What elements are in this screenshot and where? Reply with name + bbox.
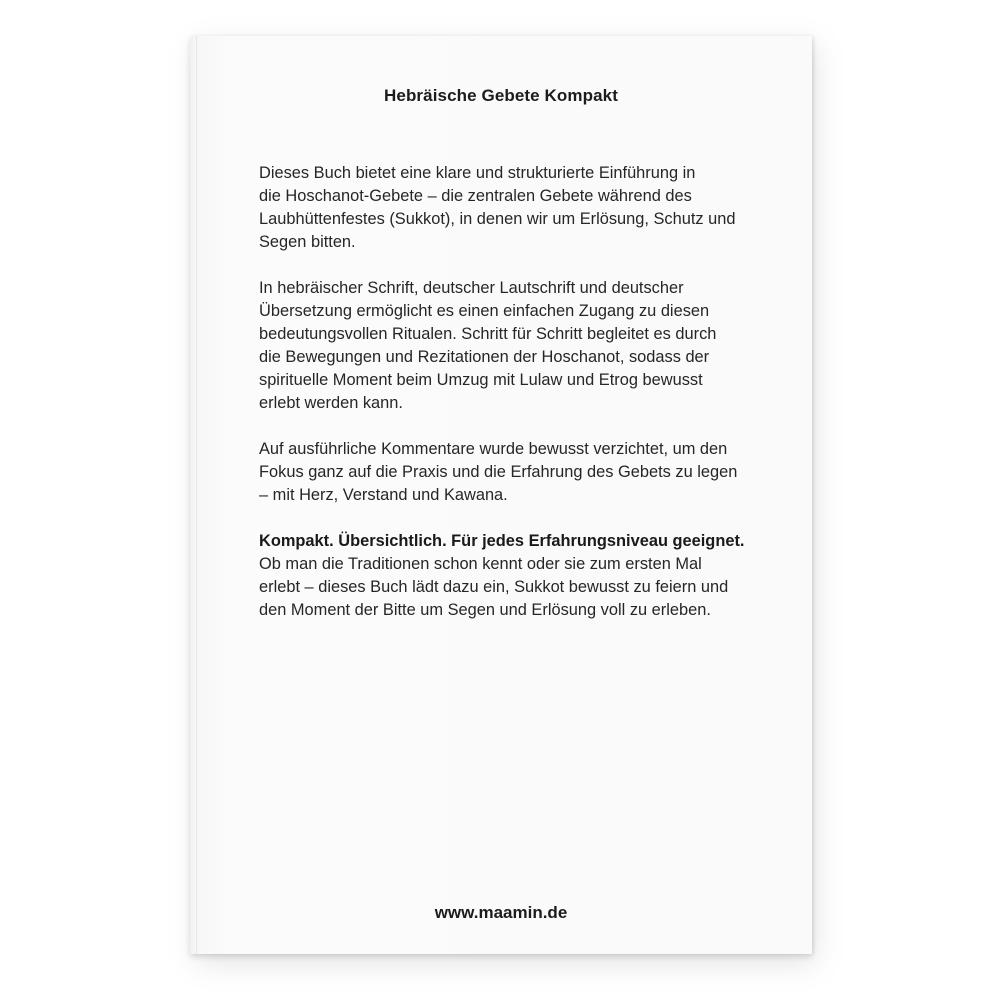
paragraph-line: erlebt werden kann. (259, 394, 403, 412)
paragraph-line: – mit Herz, Verstand und Kawana. (259, 486, 508, 504)
tagline: Kompakt. Übersichtlich. Für jedes Erfahrungsniveau geeignet. (259, 532, 745, 550)
spine-edge (196, 36, 197, 954)
paragraph-line: Fokus ganz auf die Praxis und die Erfahrung des Gebets zu legen (259, 463, 738, 481)
paragraph-line: die Hoschanot-Gebete – die zentralen Gebete während des (259, 187, 692, 205)
paragraph-line: erlebt – dieses Buch lädt dazu ein, Sukkot bewusst zu feiern und (259, 578, 729, 596)
paragraph-line: Dieses Buch bietet eine klare und strukturierte Einführung in (259, 164, 696, 182)
book-back-cover (190, 36, 812, 954)
paragraph-line: Übersetzung ermöglicht es einen einfachen Zugang zu diesen (259, 302, 710, 320)
paragraph-line: spirituelle Moment beim Umzug mit Lulaw und Etrog bewusst (259, 371, 703, 389)
paragraph-line: Segen bitten. (259, 233, 356, 251)
paragraph-line: die Bewegungen und Rezitationen der Hoschanot, sodass der (259, 348, 710, 366)
paragraph-4 (259, 530, 779, 622)
paragraph-line: Auf ausführliche Kommentare wurde bewusst verzichtet, um den (259, 440, 728, 458)
paragraph-line: bedeutungsvollen Ritualen. Schritt für Schritt begleitet es durch (259, 325, 717, 343)
paragraph-line: Laubhüttenfestes (Sukkot), in denen wir um Erlösung, Schutz und (259, 210, 736, 228)
paragraph-3 (259, 438, 779, 507)
book-title: Hebräische Gebete Kompakt (384, 86, 618, 105)
paragraph-line: den Moment der Bitte um Segen und Erlösung voll zu erleben. (259, 601, 711, 619)
publisher-url: www.maamin.de (434, 903, 568, 922)
blurb (259, 162, 779, 645)
paragraph-1 (259, 162, 779, 254)
paragraph-2 (259, 277, 779, 415)
paragraph-line: In hebräischer Schrift, deutscher Lautschrift und deutscher (259, 279, 684, 297)
paragraph-line: Ob man die Traditionen schon kennt oder sie zum ersten Mal (259, 555, 702, 573)
